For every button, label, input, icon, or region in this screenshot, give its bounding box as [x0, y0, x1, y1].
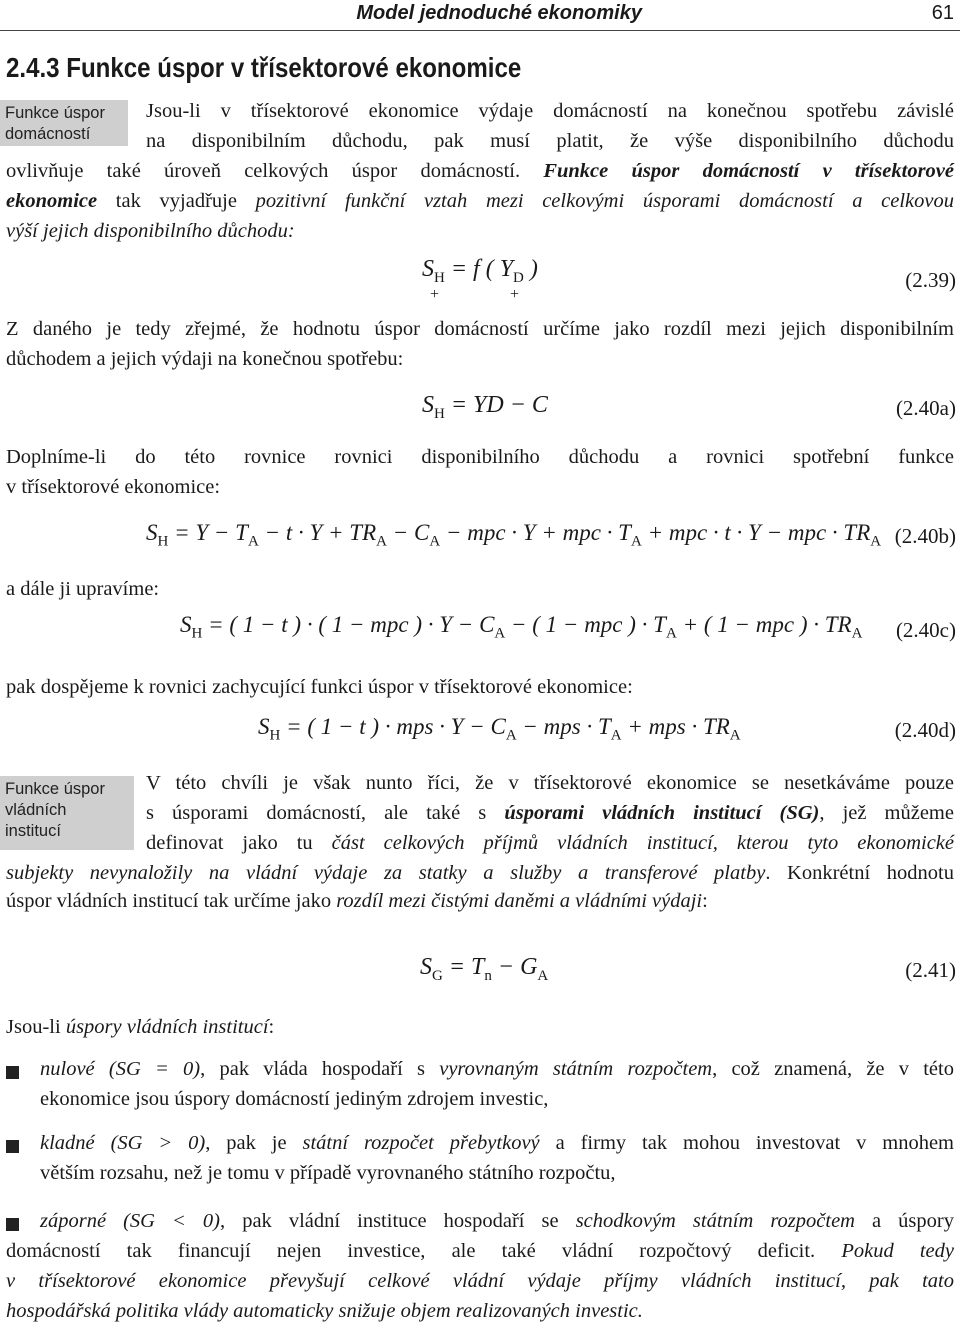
text: a firmy tak mohou investovat v mnohem — [539, 1132, 954, 1154]
italic-text: hospodářská politika vlády automaticky snižuje objem realizovaných investic. — [6, 1300, 643, 1322]
p1-line2: na disponibilním důchodu, pak musí platit, že výše disponibilního důchodu — [146, 130, 954, 152]
equation-2-40d: $S_H$ = ( 1 − t ) · mps · $Y - C_A$ − mps · $T_A$ + mps · $TR_A$ — [258, 714, 741, 744]
p3-line1: Doplníme-li do této rovnice rovnici disponibilního důchodu a rovnici spotřební funkce — [6, 446, 954, 468]
eq-symbol: ) — [523, 256, 538, 282]
equation-2-40a — [422, 392, 548, 423]
text: . Konkrétní hodnotu — [765, 862, 954, 884]
eq-subscript: D — [513, 269, 524, 286]
text: , pak vláda hospodaří s — [200, 1058, 440, 1080]
text: Jsou-li — [6, 1016, 66, 1038]
italic-text: kladné (SG > 0) — [40, 1132, 206, 1154]
text: definovat jako tu — [146, 832, 332, 854]
italic-text: nulové (SG = 0) — [40, 1058, 201, 1080]
p6-line3 — [146, 832, 954, 855]
italic-text: část celkových příjmů vládních institucí, kterou tyto ekonomické — [331, 832, 954, 854]
p4: a dále ji upravíme: — [6, 578, 160, 600]
p1-line3 — [6, 160, 954, 183]
bullet3-line4 — [6, 1300, 954, 1323]
p6-line2 — [146, 802, 954, 825]
equation-number: (2.39) — [905, 268, 956, 292]
text: úspor vládních institucí tak určíme jako — [6, 890, 337, 912]
text: : — [268, 1016, 275, 1038]
text: tak vyjadřuje — [97, 190, 256, 212]
eq-symbol: − G — [491, 954, 538, 980]
text: , jež můžeme — [819, 802, 954, 824]
eq-subscript: n — [484, 967, 492, 984]
text: , což znamená, že v této — [712, 1058, 954, 1080]
margin-note-line: Funkce úspor — [5, 104, 105, 122]
margin-note-household-savings — [0, 100, 128, 146]
italic-text: záporné (SG < 0) — [40, 1210, 221, 1232]
italic-text: Pokud tedy — [841, 1240, 954, 1262]
text: : — [702, 890, 708, 912]
bullet2-line2: větším rozsahu, než je tomu v případě vyrovnaného státního rozpočtu, — [40, 1162, 616, 1184]
p1-line5 — [6, 220, 954, 243]
bullet2-line1 — [40, 1132, 954, 1155]
margin-note-line: domácností — [5, 125, 91, 143]
margin-note-government-savings — [0, 776, 134, 850]
bullet3-line3 — [6, 1270, 954, 1293]
bullet-marker — [6, 1218, 19, 1231]
equation-number: (2.41) — [905, 958, 956, 982]
eq-symbol: S — [420, 954, 432, 980]
p2-line2: důchodem a jejich výdaji na konečnou spotřebu: — [6, 348, 404, 370]
term-household-savings: Funkce úspor domácností v třísektorové — [543, 160, 955, 182]
page-number: 61 — [931, 2, 954, 24]
sign-plus: + — [510, 286, 520, 303]
p6-line4 — [6, 862, 954, 885]
italic-text: výší jejich disponibilního důchodu: — [6, 220, 295, 242]
italic-text: schodkovým státním rozpočtem — [575, 1210, 855, 1232]
p6-line5 — [6, 890, 954, 913]
bullet3-line1 — [40, 1210, 954, 1233]
bullet3-line2 — [6, 1240, 954, 1263]
equation-number: (2.40a) — [895, 396, 956, 420]
sign-plus: + — [430, 286, 440, 303]
eq-symbol: = f ( Y — [450, 256, 514, 282]
term-government-savings: úsporami vládních institucí (SG) — [504, 802, 820, 824]
italic-text: rozdíl mezi čistými daněmi a vládními výdaji — [336, 890, 703, 912]
text: ovlivňuje také úroveň celkových úspor domácností. — [6, 160, 521, 182]
italic-text: v třísektorové ekonomice převyšují celkové vládní výdaje příjmy vládních institucí, pak tato — [6, 1270, 954, 1292]
equation-2-40c: $S_H$ = ( 1 − t ) · ( 1 − mpc ) · $Y - C_A$ − ( 1 − mpc ) · $T_A$ + ( 1 − mpc ) · $TR_A$ — [180, 612, 863, 642]
p1-line1: Jsou-li v třísektorové ekonomice výdaje domácností na konečnou spotřebu závislé — [146, 100, 954, 122]
equation-number: (2.40b) — [894, 524, 956, 548]
text: a úspory — [854, 1210, 954, 1232]
bullet-marker — [6, 1066, 19, 1079]
eq-subscript: G — [432, 967, 443, 984]
running-header — [0, 0, 960, 30]
p1-line4 — [6, 190, 954, 213]
equation-number: (2.40c) — [895, 618, 956, 642]
text: s úsporami domácností, ale také s — [146, 802, 505, 824]
eq-symbol: = YD − C — [444, 392, 548, 418]
eq-subscript: H — [434, 269, 445, 286]
text: , pak je — [205, 1132, 303, 1154]
margin-note-line: vládních — [5, 801, 67, 819]
bullet-marker — [6, 1140, 19, 1153]
margin-note-line: institucí — [5, 822, 61, 840]
equation-number: (2.40d) — [894, 718, 956, 742]
running-header-title: Model jednoduché ekonomiky — [356, 2, 642, 24]
italic-text: pozitivní funkční vztah mezi celkovými úsporami domácností a celkovou — [255, 190, 954, 212]
text: domácností tak financují nejen investice, ale také vládní rozpočtový deficit. — [6, 1240, 842, 1262]
p2-line1: Z daného je tedy zřejmé, že hodnotu úspor domácností určíme jako rozdíl mezi jejich disponibilním — [6, 318, 954, 340]
eq-symbol: S — [422, 392, 434, 418]
p5: pak dospějeme k rovnici zachycující funkci úspor v třísektorové ekonomice: — [6, 676, 633, 698]
section-title: 2.4.3 Funkce úspor v třísektorové ekonomice — [6, 52, 522, 83]
header-rule — [0, 30, 960, 31]
margin-note-line: Funkce úspor — [5, 780, 105, 798]
eq-symbol: = T — [442, 954, 485, 980]
equation-2-40b: $S_H = Y - T_A - t \cdot Y + TR_A - C_A$ − mpc · Y + mpc · $T_A$ + mpc · t · Y − mpc · $TR_A$ — [146, 520, 882, 550]
eq-subscript: A — [537, 967, 549, 984]
bullet1-line2: ekonomice jsou úspory domácností jediným zdrojem investic, — [40, 1088, 549, 1110]
equation-2-39 — [422, 256, 538, 287]
eq-symbol: S — [422, 256, 434, 282]
bullet1-line1 — [40, 1058, 954, 1081]
equation-2-41 — [420, 954, 548, 985]
italic-text: státní rozpočet přebytkový — [302, 1132, 540, 1154]
eq-subscript: H — [434, 405, 445, 422]
italic-text: úspory vládních institucí — [65, 1016, 269, 1038]
text: , pak vládní instituce hospodaří se — [220, 1210, 576, 1232]
p6-line1: V této chvíli je však nunto říci, že v třísektorové ekonomice se nesetkáváme pouze — [146, 772, 954, 794]
p3-line2: v třísektorové ekonomice: — [6, 476, 221, 498]
p7 — [6, 1016, 954, 1039]
italic-text: subjekty nevynaložily na vládní výdaje za statky a služby a transferové platby — [6, 862, 766, 884]
italic-text: vyrovnaným státním rozpočtem — [439, 1058, 713, 1080]
term-economy: ekonomice — [6, 190, 98, 212]
